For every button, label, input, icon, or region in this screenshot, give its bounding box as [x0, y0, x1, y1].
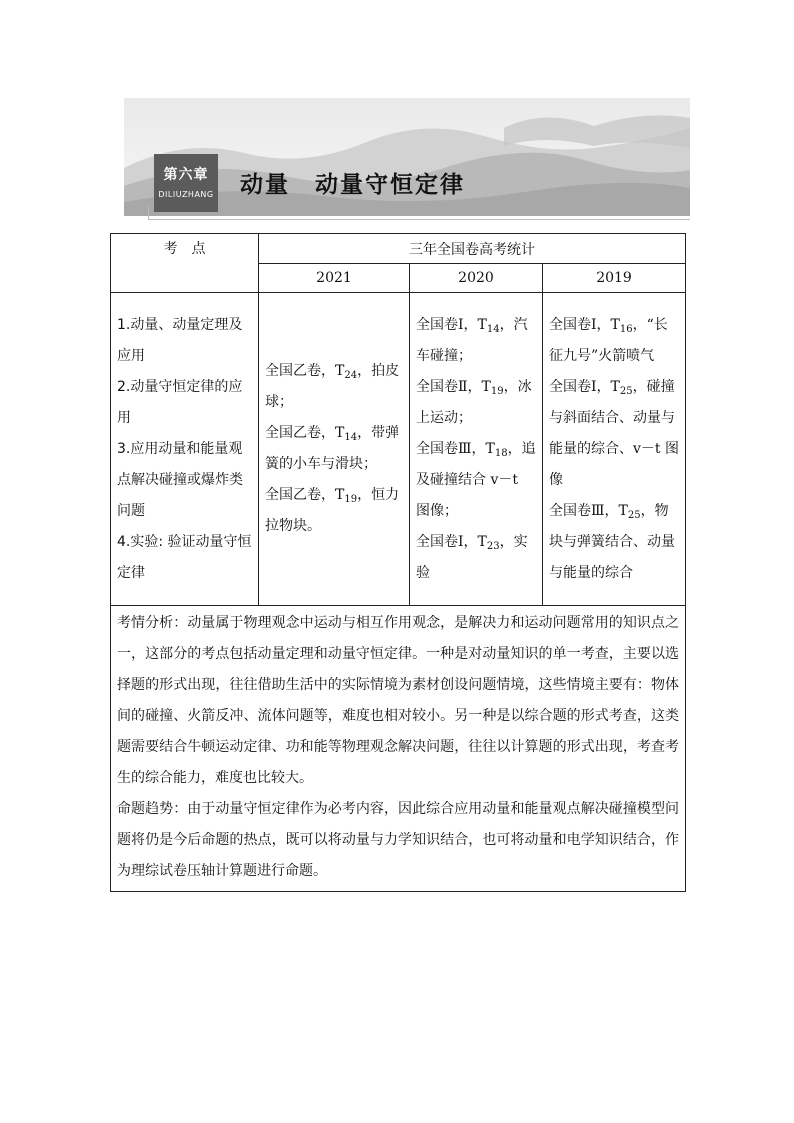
stat-entry: [416, 434, 536, 527]
stat-entry: [416, 527, 536, 589]
stat-entry-pre: 全国乙卷，T: [265, 487, 345, 503]
stats-2020-cell: [410, 293, 543, 606]
stat-entry-post: ，“长征九号”火箭喷气: [549, 316, 668, 364]
year-2020: 2020: [410, 264, 543, 293]
stat-entry-pre: 全国卷Ⅰ，T: [549, 316, 620, 333]
stat-entry-post: ，拍皮球；: [265, 363, 400, 410]
banner-rule-line: [148, 219, 690, 220]
stat-entry-sub: 23: [486, 540, 500, 552]
stats-header: 三年全国卷高考统计: [259, 234, 686, 264]
stat-entry-post: ，碰撞与斜面结合、动量与能量的综合、v－t 图像: [549, 378, 679, 488]
stat-entry-post: ，物块与弹簧结合、动量与能量的综合: [549, 502, 675, 581]
points-header: 考 点: [111, 234, 259, 293]
trend-text: 命题趋势：由于动量守恒定律作为必考内容，因此综合应用动量和能量观点解决碰撞模型问题将仍是今后命题的热点，既可以将动量与力学知识结合，也可将动量和电学知识结合，作为理综试卷压轴计算题进行命题。: [117, 801, 680, 879]
stat-entry-pre: 全国卷Ⅲ，T: [549, 502, 628, 519]
year-2019: 2019: [543, 264, 686, 293]
stat-entry: [416, 372, 536, 434]
stats-2021-cell: [259, 293, 410, 606]
year-2021: 2021: [259, 264, 410, 293]
stat-entry-sub: 19: [344, 494, 358, 505]
stat-entry: [549, 310, 679, 372]
stat-entry-sub: 16: [619, 323, 633, 335]
stat-entry: [549, 496, 679, 589]
stat-entry-sub: 25: [619, 385, 633, 397]
point-item: 3.应用动量和能量观点解决碰撞或爆炸类问题: [117, 440, 243, 519]
point-item: 2.动量守恒定律的应用: [117, 378, 243, 426]
stat-entry-sub: 25: [627, 509, 641, 521]
chapter-label-cn: 第六章: [163, 167, 209, 183]
stat-entry: [265, 418, 403, 480]
chapter-badge: [154, 154, 218, 212]
stat-entry-pre: 全国卷Ⅰ，T: [549, 378, 620, 395]
stats-2019-cell: [543, 293, 686, 606]
exam-stats-table: [110, 233, 686, 892]
stat-entry: [265, 480, 403, 542]
point-item: 1.动量、动量定理及应用: [117, 316, 243, 364]
stat-entry-post: ，汽车碰撞；: [416, 316, 528, 364]
stat-entry-pre: 全国卷Ⅲ，T: [416, 440, 495, 457]
chapter-title: 动量 动量守恒定律: [240, 172, 465, 198]
chapter-label-en: DILIUZHANG: [158, 190, 214, 199]
stat-entry-sub: 18: [494, 447, 508, 459]
stat-entry: [549, 372, 679, 496]
stat-entry-sub: 19: [490, 385, 504, 397]
stat-entry-post: ，实验: [416, 533, 528, 581]
stat-entry-pre: 全国卷Ⅱ，T: [416, 378, 491, 395]
analysis-cell: [111, 606, 686, 892]
stat-entry-post: ，带弹簧的小车与滑块；: [265, 425, 400, 472]
stat-entry-pre: 全国乙卷，T: [265, 425, 345, 441]
stat-entry-sub: 14: [486, 323, 500, 335]
analysis-text: 考情分析：动量属于物理观念中运动与相互作用观念，是解决力和运动问题常用的知识点之一，这部分的考点包括动量定理和动量守恒定律。一种是对动量知识的单一考查，主要以选择题的形式出现，往往借助生活中的实际情境为素材创设问题情境，这些情境主要有：物体间的碰撞、火箭反冲、流体问题等，难度也相对较小。另一种是以综合题的形式考查，这类题需要结合牛顿运动定律、功和能等物理观念解决问题，往往以计算题的形式出现，考查考生的综合能力，难度也比较大。: [117, 615, 680, 786]
stat-entry-post: ，恒力拉物块。: [265, 487, 400, 534]
banner-rule-tick: [148, 205, 149, 219]
stat-entry-post: ，追及碰撞结合 v－t 图像；: [416, 440, 536, 519]
stat-entry-sub: 14: [344, 432, 358, 443]
stat-entry: [416, 310, 536, 372]
point-item: 4.实验: 验证动量守恒定律: [117, 533, 252, 581]
exam-points-cell: [111, 293, 259, 606]
stat-entry-pre: 全国卷Ⅰ，T: [416, 316, 487, 333]
stat-entry-post: ，冰上运动；: [416, 378, 532, 426]
stat-entry: [265, 356, 403, 418]
stat-entry-pre: 全国卷Ⅰ，T: [416, 533, 487, 550]
stat-entry-pre: 全国乙卷，T: [265, 363, 345, 379]
stat-entry-sub: 24: [344, 370, 358, 381]
